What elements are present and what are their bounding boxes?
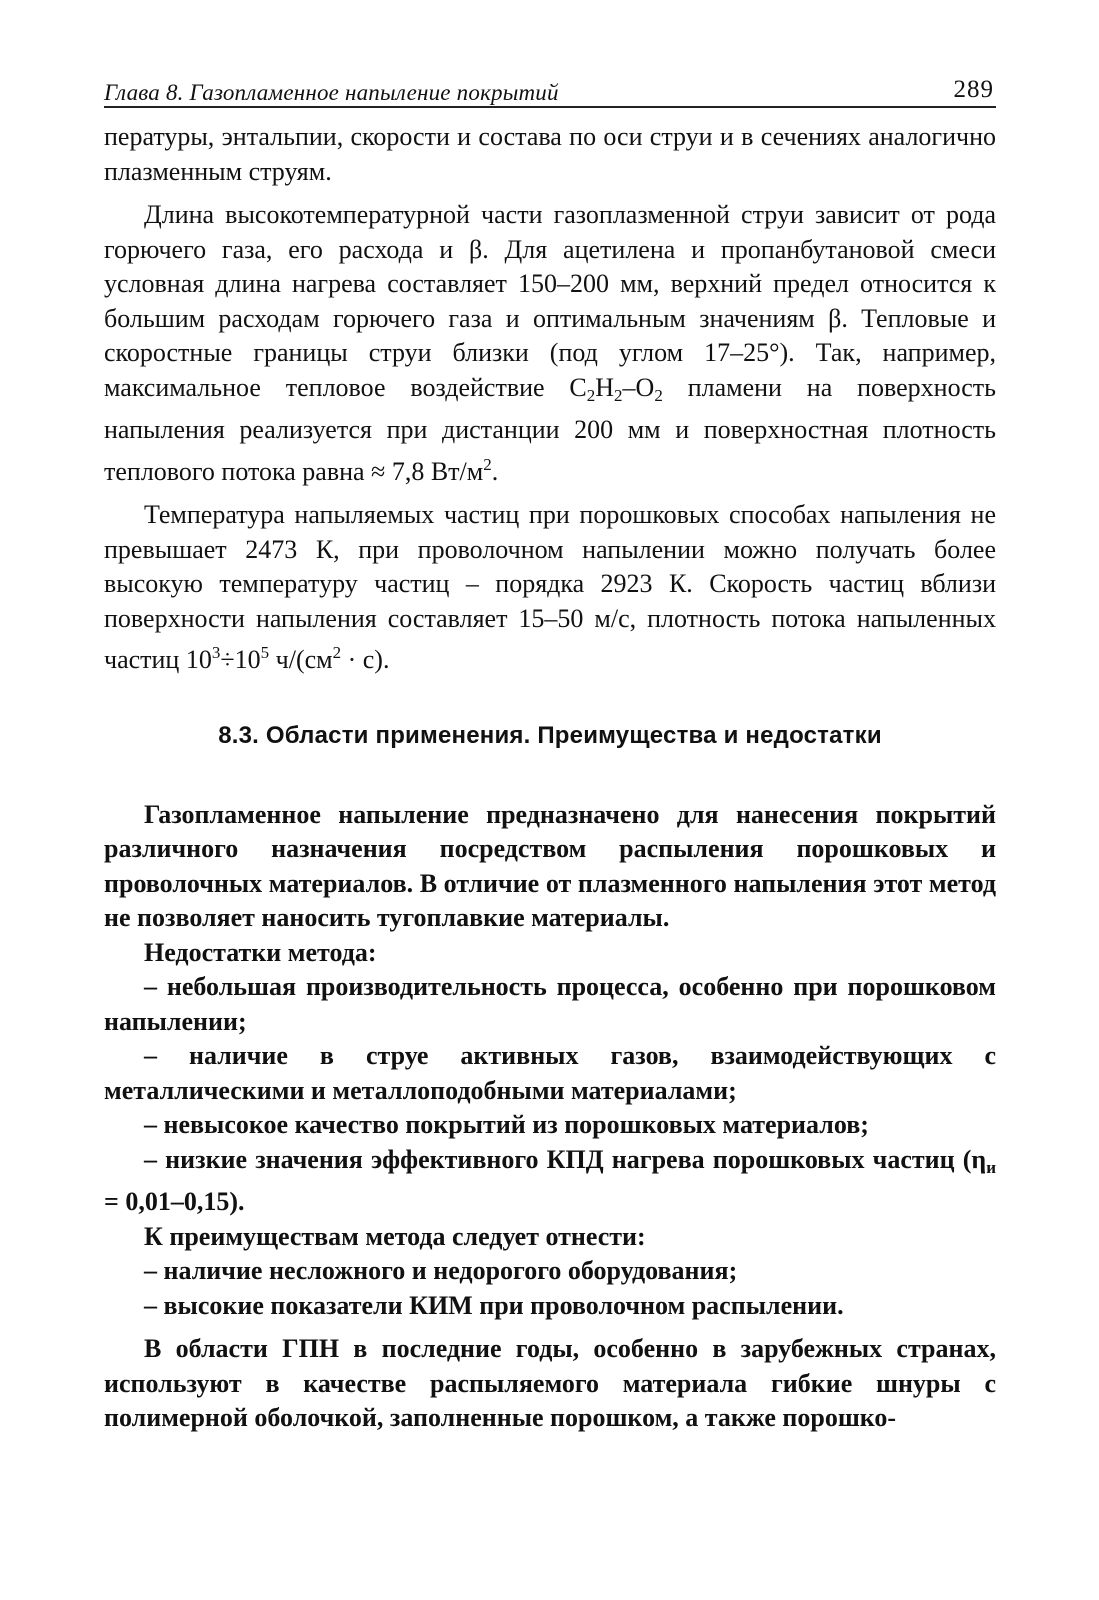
section-heading: 8.3. Области применения. Преимущества и недостатки: [218, 721, 882, 749]
body-text: [104, 120, 996, 1436]
running-title: Глава 8. Газопламенное напыление покрытий: [104, 80, 559, 105]
section-body: [104, 798, 996, 1436]
page-number: 289: [953, 76, 994, 103]
punctuation: .: [491, 456, 499, 486]
list-item-text: – низкие значения эффективного КПД нагрева порошковых частиц (η: [144, 1144, 987, 1174]
superscript: 5: [260, 643, 270, 662]
subscript: 2: [586, 385, 596, 405]
list-item: – небольшая производительность процесса, особенно при порошковом напылении;: [104, 972, 996, 1036]
subscript: 2: [614, 385, 623, 405]
list-item: – невысокое качество покрытий из порошковых материалов;: [144, 1110, 869, 1139]
paragraph-jet-length: [104, 198, 996, 489]
list-item: – наличие в струе активных газов, взаимодействующих с металлическими и металлоподобными материалами;: [104, 1041, 996, 1105]
advantages-title: К преимуществам метода следует отнести:: [144, 1221, 646, 1251]
formula-text: ÷10: [220, 645, 261, 674]
disadvantages-title: Недостатки метода:: [144, 937, 377, 967]
book-page: [104, 72, 996, 1436]
paragraph-continuation: [104, 120, 996, 189]
paragraph-text: пламени на поверхность напыления реализуется при дистанции 200 мм и поверхностная плотность теплового потока равна ≈ 7,8 Вт/м: [104, 372, 996, 486]
paragraph-intro: Газопламенное напыление предназначено для нанесения покрытий различного назначения посредством распыления порошковых и проволочных материалов. В отличие от плазменного напыления этот метод не позволяет наносить тугоплавкие материалы.: [104, 799, 996, 932]
formula-text: · с).: [347, 645, 390, 674]
formula-text: ч/(см: [275, 645, 333, 674]
running-header: [104, 72, 996, 108]
superscript: 2: [332, 643, 342, 662]
superscript: 3: [211, 643, 221, 662]
subscript: 2: [654, 385, 663, 405]
paragraph-closing: В области ГПН в последние годы, особенно в зарубежных странах, используют в качестве распыляемого материала гибкие шнуры с полимерной оболочкой, заполненные порошком, а также порошко-: [104, 1334, 996, 1432]
formula-text: H: [595, 372, 615, 402]
paragraph-text: Температура напыляемых частиц при порошковых способах напыления не превышает 2473 К, при проволочном напылении можно получать более высокую температуру частиц – порядка 2923 К. Скорость частиц вблизи поверхности напыления составляет 15–50 м/с, плотность потока напыленных частиц 10: [104, 500, 996, 674]
paragraph-text: Длина высокотемпературной части газоплазменной струи зависит от рода горючего газа, его расхода и β. Для ацетилена и пропанбутановой смеси условная длина нагрева составляет 150–200 мм, верхний предел относится к большим расходам горючего газа и оптимальным значениям β. Тепловые и скоростные границы струи близки (под углом 17–25°). Так, например, максимальное тепловое воздействие C: [104, 200, 996, 402]
formula-text: –O: [622, 372, 655, 402]
paragraph-particle-temperature: [104, 498, 996, 678]
list-item: [104, 1143, 996, 1220]
list-item: – наличие несложного и недорогого оборудования;: [144, 1256, 738, 1285]
list-item-text: = 0,01–0,15).: [104, 1187, 245, 1216]
list-item: – высокие показатели КИМ при проволочном распылении.: [144, 1290, 844, 1320]
superscript: 2: [483, 454, 492, 474]
paragraph-text: пературы, энтальпии, скорости и состава по оси струи и в сечениях аналогично плазменным струям.: [104, 122, 996, 186]
subscript: и: [986, 1157, 996, 1177]
